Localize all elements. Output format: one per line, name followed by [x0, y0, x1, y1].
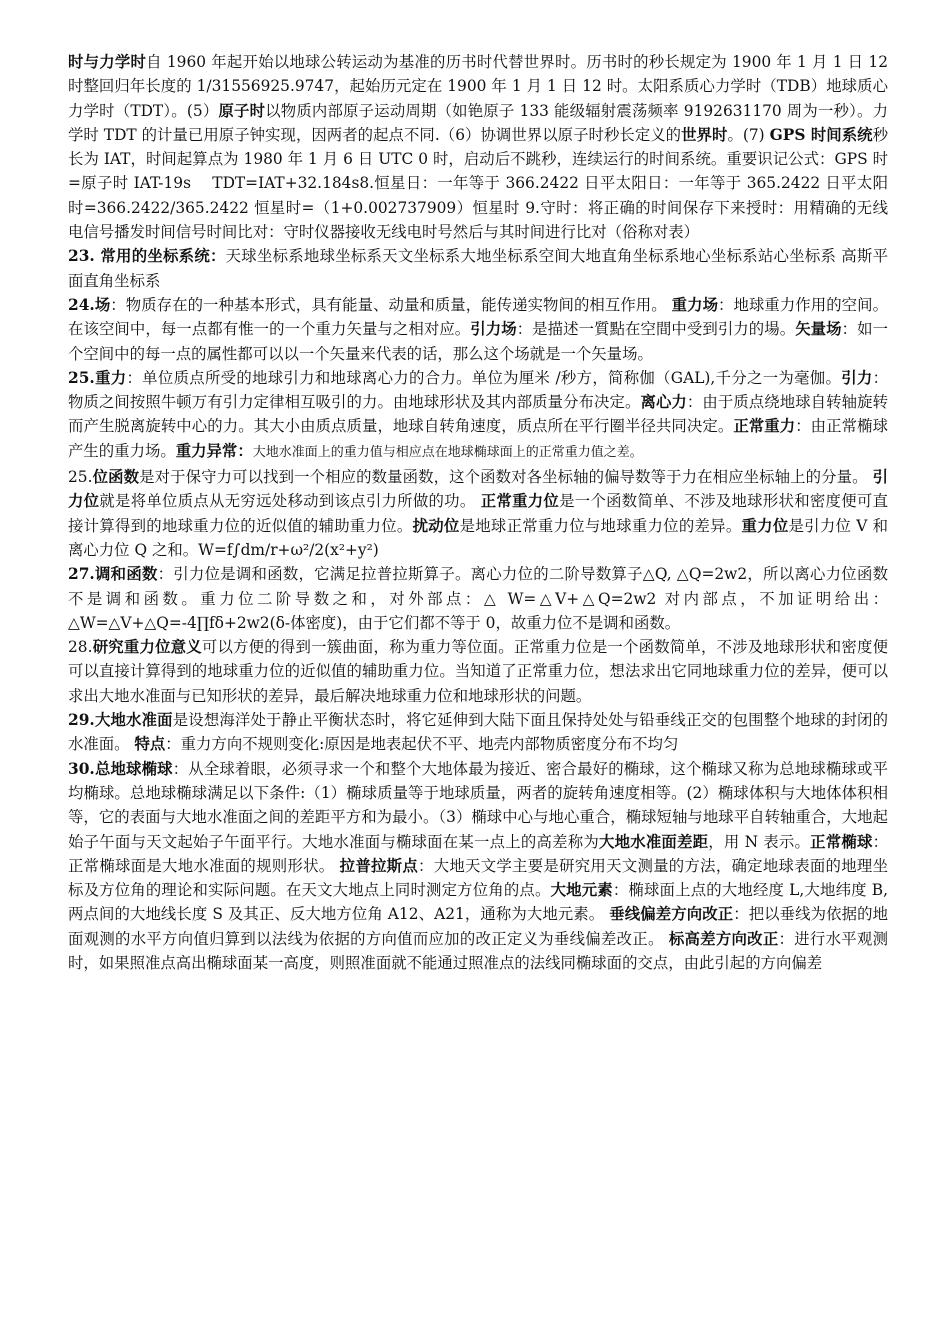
text-run: 是一个函数简单、不涉及地球形状和密度便可直接计算得到的地球重力位的近似值的辅助重力位。: [68, 492, 888, 535]
text-run: ：从全球着眼，必须寻求一个和整个大地体最为接近、密合最好的椭球，这个椭球又称为总地球椭球或平均椭球。总地球椭球满足以下条件:（1）椭球质量等于地球质量，两者的旋转角速度相等。(2）椭球体积与大地体体积相等，它的表面与大地水准面之间的差距平方和为最小。（3）椭球中心与地心重合，椭球短轴与地球平自转轴重合，大地起始子午面与天文起始子午面平行。大地水准面与椭球面在某一点上的高差称为: [68, 759, 888, 851]
bold-term: 大地元素: [550, 881, 613, 900]
bold-term: 引力位: [68, 468, 888, 511]
text-run: 大地水准面上的重力值与相应点在地球椭球面上的正常重力值之差。: [252, 444, 643, 460]
text-run: ：重力方向不规则变化:原因是地表起伏不平、地壳内部物质密度分布不均匀: [165, 735, 679, 754]
text-run: ：由于质点绕地球自转轴旋转而产生脱离旋转中心的力。其大小由质点质量，地球自转角速度，质点所在平行圈半径共同决定。: [68, 393, 888, 436]
bold-term: 拉普拉斯点: [339, 856, 419, 875]
text-run: 是设想海洋处于静止平衡状态时，将它延伸到大陆下面且保持处处与铅垂线正交的包围整个地球的封闭的水准面。: [68, 711, 888, 754]
paragraph-28-gravity-potential-significance: [68, 635, 888, 708]
bold-term: 25.重力: [68, 368, 127, 387]
paragraph-24-field: [68, 293, 888, 366]
bold-term: 正常重力位: [480, 492, 560, 511]
text-run: ：物质之间按照牛顿万有引力定律相互吸引的力。由地球形状及其内部质量分布决定。: [68, 368, 888, 412]
text-run: ：进行水平观测时，如果照准点高出椭球面某一高度，则照准面就不能通过照准点的法线同椭球面的交点，由此引起的方向偏差: [68, 929, 888, 972]
text-run: 28.: [68, 638, 93, 657]
text-run: ：椭球面上点的大地经度 L,大地纬度 B,两点间的大地线长度 S 及其正、反大地方位角 A12、A21，通称为大地元素。: [68, 881, 888, 924]
text-run: 。(7): [727, 125, 770, 144]
text-run: ：物质存在的一种基本形式，具有能量、动量和质量，能传递实物间的相互作用。: [110, 295, 672, 314]
bold-term: 重力异常: [175, 441, 238, 460]
text-run: ：如一个空间中的每一点的属性都可以以一个矢量来代表的话，那么这个场就是一个矢量场。: [68, 320, 888, 363]
paragraph-30-total-earth-ellipsoid: [68, 757, 888, 976]
bold-term: GPS 时间系统: [769, 125, 873, 144]
text-run: ：地球重力作用的空间。在该空间中，每一点都有惟一的一个重力矢量与之相对应。: [68, 295, 888, 339]
paragraph-29-geoid: [68, 708, 888, 757]
bold-term: 时与力学时: [68, 53, 147, 71]
bold-term: 重力位: [741, 516, 789, 535]
text-run: 天球坐标系地球坐标系天文坐标系大地坐标系空间大地直角坐标系地心坐标系站心坐标系 高斯平面直角坐标系: [68, 247, 888, 290]
text-run: 以物质内部原子运动周期（如铯原子 133 能级辐射震荡频率 9192631170 周为一秒）。力学时 TDT 的计量已用原子钟实现，因两者的起点不同.（6）协调世界以原子时秒长定义的: [68, 101, 888, 144]
bold-term: 矢量场: [795, 320, 842, 339]
text-run: ：大地天文学主要是研究用天文测量的方法，确定地球表面的地理坐标及方位角的理论和实际问题。在天文大地点上同时测定方位角的点。: [68, 856, 888, 900]
bold-term: 原子时: [218, 101, 266, 120]
bold-term: 标高差方向改正: [668, 929, 779, 948]
bold-term: 世界时: [681, 125, 728, 144]
text-run: 25.: [68, 468, 93, 487]
bold-term: 重力场: [671, 295, 719, 314]
bold-term: 24.场: [68, 295, 111, 314]
bold-term: 离心力: [640, 393, 687, 412]
text-run: ：正常椭球面是大地水准面的规则形状。: [68, 832, 888, 875]
paragraph-27-harmonic-function: [68, 562, 888, 635]
text-run: 秒长为 IAT，时间起算点为 1980 年 1 月 6 日 UTC 0 时，启动后不跳秒，连续运行的时间系统。重要识记公式：GPS 时=原子时 IAT-19s TDT=IAT+32.184s8.恒星日：一年等于 366.2422 日平太阳日：一年等于 365.2422 日平太阳时=366.2422/365.2422 恒星时=（1+0.002737909）恒星时 9.守时：将正确的时间保存下来授时：用精确的无线电信号播发时间信号时间比对：守时仪器接收无线电时号然后与其时间进行比对（俗称对表）: [68, 125, 888, 242]
bold-term: 位函数: [92, 468, 140, 487]
text-run: 是地球正常重力位与地球重力位的差异。: [459, 516, 742, 535]
text-run: 是引力位 V 和离心力位 Q 之和。W=f∫dm/r+ω²/2(x²+y²): [68, 516, 888, 559]
bold-term: 29.大地水准面: [68, 711, 173, 730]
paragraph-25-gravity: [68, 366, 888, 465]
bold-term: 垂线偏差方向改正: [609, 905, 734, 924]
text-run: 是对于保守力可以找到一个相应的数量函数，这个函数对各坐标轴的偏导数等于力在相应坐标轴上的分量。: [139, 468, 873, 487]
bold-term: 正常椭球: [810, 832, 873, 851]
text-run: 就是将单位质点从无穷远处移动到该点引力所做的功。: [99, 492, 481, 511]
bold-term: 大地水准面差距: [598, 832, 709, 851]
bold-term: 特点: [134, 735, 166, 754]
bold-term: 正常重力: [733, 417, 796, 436]
bold-term: 引力: [841, 368, 873, 387]
text-run: ，用 N 表示。: [708, 832, 811, 851]
bold-term: 27.调和函数: [68, 565, 158, 584]
bold-term: 研究重力位意义: [92, 638, 202, 657]
text-run: ：把以垂线为依据的地面观测的水平方向值归算到以法线为依据的方向值而应加的改正定义为垂线偏差改正。: [68, 905, 888, 948]
text-run: 自 1960 年起开始以地球公转运动为基准的历书时代替世界时。历书时的秒长规定为 1900 年 1 月 1 日 12 时整回归年长度的 1/31556925.9747，起始历元定在 1900 年 1 月 1 日 12 时。太阳系质心力学时（TDB）地球质心力学时（TDT）。(5）: [68, 53, 888, 120]
paragraph-25-potential-function: [68, 465, 888, 562]
text-run: ：引力位是调和函数，它满足拉普拉斯算子。离心力位的二阶导数算子△Q, △Q=2w2，所以离心力位函数不是调和函数。重力位二阶导数之和，对外部点：△ W=△V+△Q=2w2 对内部点，不加证明给出：△W=△V+△Q=-4∏fδ+2w2(δ-体密度)，由于它们都不等于 0，故重力位不是调和函数。: [68, 565, 888, 632]
bold-term: 23. 常用的坐标系统：: [68, 247, 226, 266]
bold-term: 引力场: [470, 320, 517, 339]
paragraph-time-systems: [68, 50, 888, 244]
bold-term: ：: [237, 441, 253, 460]
paragraph-23-coordinate-systems: [68, 244, 888, 293]
text-run: ：是描述一質點在空間中受到引力的場。: [516, 320, 796, 339]
text-run: ：单位质点所受的地球引力和地球离心力的合力。单位为厘米 /秒方，简称伽（GAL),千分之一为毫伽。: [126, 368, 842, 387]
text-run: ：由正常椭球产生的重力场。: [68, 417, 888, 460]
bold-term: 30.总地球椭球: [68, 759, 173, 778]
text-run: 可以方便的得到一簇曲面，称为重力等位面。正常重力位是一个函数简单，不涉及地球形状和密度便可以直接计算得到的地球重力位的近似值的辅助重力位。当知道了正常重力位，想法求出它同地球重力位的差异，便可以求出大地水准面与已知形状的差异，最后解决地球重力位和地球形状的问题。: [68, 638, 888, 705]
bold-term: 扰动位: [412, 516, 460, 535]
